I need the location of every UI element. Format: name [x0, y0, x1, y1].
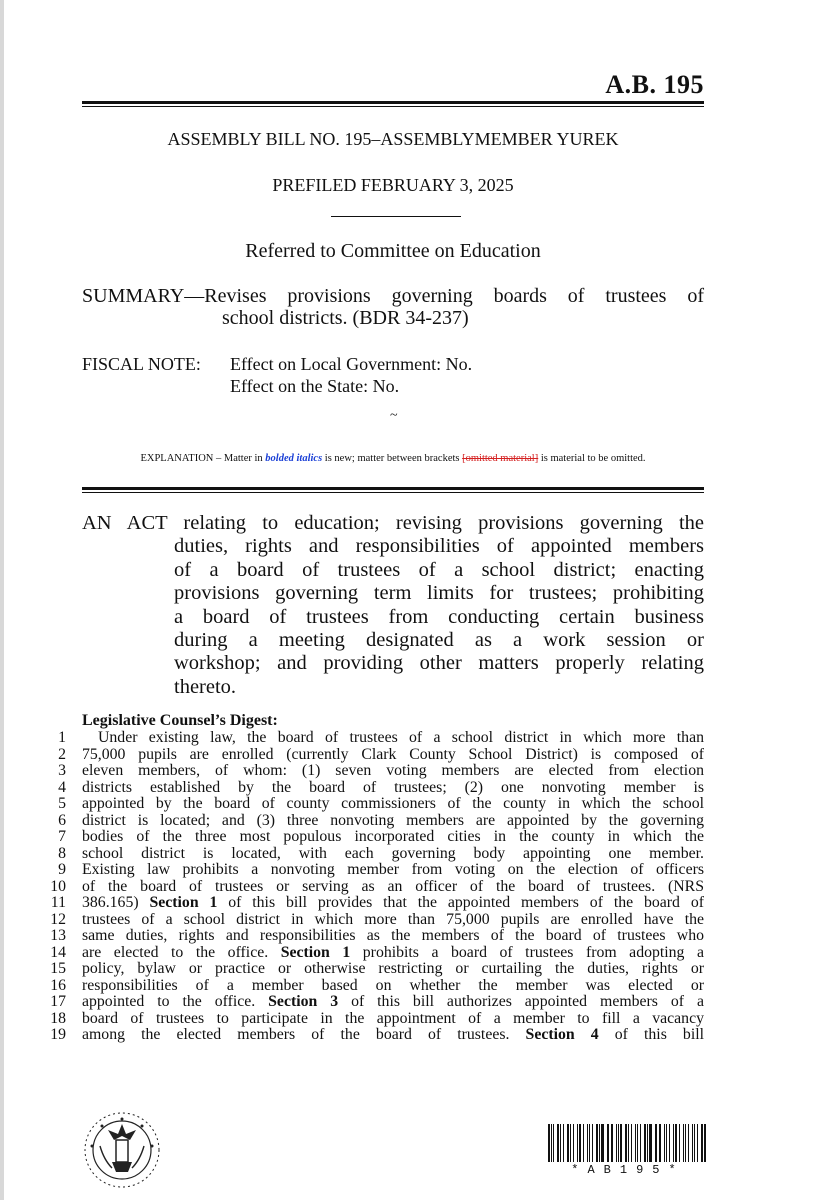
act-line: during a meeting designated as a work session or [174, 629, 704, 652]
digest-text-run: school district is located, with each governing body appointing one member. [82, 845, 704, 862]
barcode-bar [563, 1124, 564, 1162]
digest-line [40, 928, 704, 945]
line-number: 8 [58, 844, 66, 862]
barcode-bar [664, 1124, 666, 1162]
barcode-bar [640, 1124, 641, 1162]
prefiled-date: PREFILED FEBRUARY 3, 2025 [272, 175, 514, 195]
barcode-bar [548, 1124, 550, 1162]
digest-text-run: appointed to the office. [82, 994, 269, 1010]
act-line: provisions governing term limits for trustees; prohibiting [174, 582, 704, 605]
barcode-bar [647, 1124, 648, 1162]
barcode-bar [611, 1124, 613, 1162]
explanation-suffix: is material to be omitted. [538, 453, 646, 464]
barcode-bar [625, 1124, 627, 1162]
barcode-bars [548, 1124, 708, 1162]
barcode-bar [666, 1124, 667, 1162]
digest-line [40, 912, 704, 929]
digest-line [40, 730, 704, 747]
barcode-bar [644, 1124, 646, 1162]
barcode-bar [628, 1124, 629, 1162]
digest-text [82, 912, 704, 929]
digest-line [40, 862, 704, 879]
digest-line [40, 1011, 704, 1028]
digest-line [40, 796, 704, 813]
title-short-rule [331, 216, 461, 217]
act-line: thereto. [174, 675, 237, 698]
digest-text-run: among the elected members of the board of trustees. [82, 1027, 526, 1043]
line-number: 3 [58, 762, 66, 779]
barcode-text: *AB195* [571, 1163, 685, 1177]
digest-text [82, 895, 704, 912]
fiscal-note-label: FISCAL NOTE: [82, 354, 201, 374]
header-rule-thick [82, 101, 704, 104]
state-seal-logo [82, 1110, 162, 1190]
digest-text-run: districts established by the board of trustees; (2) one nonvoting member is [82, 779, 704, 796]
barcode-bar [659, 1124, 661, 1162]
digest-line [40, 961, 704, 978]
digest-text-run: board of trustees to participate in the appointment of a member to fill a vacancy [82, 1010, 704, 1027]
summary-label: SUMMARY— [82, 285, 205, 307]
summary-block [82, 285, 704, 329]
bill-number: A.B. 195 [605, 70, 704, 99]
digest-text-run: prohibits a board of trustees from adopting a [350, 944, 704, 961]
digest-text-run: of this bill provides that the appointed members of the board of [217, 895, 704, 911]
barcode-bar [608, 1124, 609, 1162]
barcode-bar [618, 1124, 619, 1162]
line-number: 10 [50, 877, 66, 895]
tilde-separator: ~ [390, 408, 398, 423]
line-number: 4 [58, 778, 66, 796]
digest-text-run: same duties, rights and responsibilities as the members of the board of trustees who [82, 928, 704, 944]
barcode-bar [631, 1124, 632, 1162]
digest-text-run: trustees of a school district in which more than 75,000 pupils are enrolled have the [82, 911, 704, 928]
digest-text [82, 829, 704, 846]
section-reference: Section 3 [268, 994, 339, 1010]
barcode-bar [553, 1124, 554, 1162]
act-line: of a board of trustees of a school district; enacting [174, 558, 704, 581]
digest-text-run: of this bill authorizes appointed members of a [338, 994, 704, 1010]
digest-text [82, 862, 704, 879]
barcode-bar [675, 1124, 677, 1162]
digest-text-run: 386.165) [82, 895, 150, 911]
barcode-bar [637, 1124, 638, 1162]
header-rule-thin [82, 106, 704, 107]
digest-text-run: of this bill [598, 1027, 704, 1043]
digest-text [82, 945, 704, 962]
barcode-bar [649, 1124, 651, 1162]
barcode-bar [607, 1124, 608, 1162]
line-number: 13 [50, 927, 66, 944]
digest-text [82, 928, 704, 945]
barcode-bar [570, 1124, 572, 1162]
barcode-bar [620, 1124, 622, 1162]
line-number: 19 [50, 1026, 66, 1043]
digest-text [82, 879, 704, 896]
barcode-bar [679, 1124, 680, 1162]
fiscal-note [82, 353, 472, 397]
committee-referral: Referred to Committee on Education [245, 240, 541, 262]
line-number: 7 [58, 828, 66, 845]
barcode-bar [688, 1124, 689, 1162]
digest-text-run: bodies of the three most populous incorporated cities in the county in which the [82, 829, 704, 845]
fiscal-state-effect: Effect on the State: No. [230, 376, 400, 396]
digest-line [40, 879, 704, 896]
act-line: a board of trustees from conducting certain business [174, 605, 704, 628]
digest-text [82, 763, 704, 780]
summary-line-1: Revises provisions governing boards of trustees of [204, 285, 704, 307]
explanation-note [82, 453, 704, 464]
digest-line [40, 945, 704, 962]
digest-line [40, 895, 704, 912]
digest-text [82, 994, 704, 1011]
fiscal-local-effect: Effect on Local Government: No. [230, 354, 473, 374]
explanation-rule-thick [82, 487, 704, 490]
digest-line [40, 846, 704, 863]
barcode-bar [697, 1124, 698, 1162]
digest-text-run: district is located; and (3) three nonvoting members are appointed by the governing [82, 812, 704, 829]
digest-line [40, 1027, 704, 1044]
line-number: 9 [58, 861, 66, 878]
digest-text-run: eleven members, of whom: (1) seven voting members are elected from election [82, 763, 704, 779]
barcode-bar [704, 1124, 706, 1162]
digest-text [82, 796, 704, 813]
barcode-bar [577, 1124, 578, 1162]
digest-text [82, 978, 704, 995]
line-number: 1 [58, 729, 66, 746]
digest-text-run: 75,000 pupils are enrolled (currently Clark County School District) is composed of [82, 746, 704, 763]
barcode-bar [669, 1124, 670, 1162]
digest-text [82, 813, 704, 830]
act-line: AN ACT relating to education; revising provisions governing the [82, 512, 704, 534]
line-number: 14 [50, 943, 66, 961]
digest-text [82, 961, 704, 978]
barcode-bar [560, 1124, 561, 1162]
section-reference: Section 1 [149, 895, 218, 911]
digest-text [82, 846, 704, 863]
barcode-bar [692, 1124, 694, 1162]
explanation-prefix: EXPLANATION – Matter in [140, 453, 266, 464]
digest-line [40, 978, 704, 995]
digest-line [40, 829, 704, 846]
line-number: 16 [50, 976, 66, 994]
barcode-bar [557, 1124, 559, 1162]
digest-text-run: policy, bylaw or practice or otherwise restricting or curtailing the duties, rights or [82, 961, 704, 977]
explanation-new-sample: bolded italics [265, 453, 323, 464]
barcode-bar [655, 1124, 656, 1162]
digest-text-run: of the board of trustees or serving as an officer of the board of trustees. (NRS [82, 878, 704, 895]
digest-text [82, 747, 704, 764]
barcode-bar [694, 1124, 695, 1162]
barcode-bar [596, 1124, 598, 1162]
digest-text [82, 730, 704, 747]
explanation-omitted-sample: [omitted material] [462, 453, 539, 464]
line-number: 18 [50, 1009, 66, 1027]
barcode [548, 1124, 708, 1177]
barcode-bar [685, 1124, 686, 1162]
explanation-middle: is new; matter between brackets [322, 453, 463, 464]
barcode-bar [683, 1124, 685, 1162]
barcode-bar [551, 1124, 552, 1162]
barcode-bar [589, 1124, 590, 1162]
line-number: 17 [50, 993, 66, 1010]
digest-line [40, 780, 704, 797]
digest-line [40, 747, 704, 764]
digest-line [40, 994, 704, 1011]
barcode-bar [567, 1124, 569, 1162]
section-reference: Section 4 [525, 1027, 599, 1043]
digest-text [82, 1011, 704, 1028]
digest-text [82, 780, 704, 797]
digest-line [40, 763, 704, 780]
barcode-bar [601, 1124, 603, 1162]
act-line: workshop; and providing other matters properly relating [174, 652, 704, 675]
digest-text-run: appointed by the board of county commissioners of the county in which the school [82, 796, 704, 812]
digest-text-run: Existing law prohibits a nonvoting member from voting on the election of officers [82, 862, 704, 878]
barcode-bar [635, 1124, 637, 1162]
line-number: 6 [58, 811, 66, 829]
digest-heading: Legislative Counsel’s Digest: [82, 712, 278, 729]
barcode-bar [616, 1124, 617, 1162]
line-number: 15 [50, 960, 66, 977]
digest-text-run: responsibilities of a member based on whether the member was elected or [82, 977, 704, 994]
barcode-bar [599, 1124, 600, 1162]
line-number: 11 [50, 894, 66, 911]
barcode-bar [673, 1124, 674, 1162]
barcode-bar [583, 1124, 584, 1162]
barcode-bar [587, 1124, 589, 1162]
explanation-rule-thin [82, 492, 704, 493]
line-number: 2 [58, 745, 66, 763]
section-reference: Section 1 [280, 944, 351, 961]
digest-body [40, 730, 704, 1044]
barcode-bar [573, 1124, 574, 1162]
barcode-bar [701, 1124, 703, 1162]
line-number: 12 [50, 910, 66, 928]
barcode-bar [579, 1124, 581, 1162]
digest-text-run: Under existing law, the board of trustees of a school district in which more than [98, 730, 704, 746]
summary-line-2: school districts. (BDR 34-237) [222, 307, 469, 329]
barcode-bar [656, 1124, 657, 1162]
digest-text [82, 1027, 704, 1044]
act-line: duties, rights and responsibilities of appointed members [174, 535, 704, 558]
page-edge-shadow [0, 0, 4, 1200]
barcode-bar [592, 1124, 593, 1162]
bill-title: ASSEMBLY BILL NO. 195–ASSEMBLYMEMBER YUREK [167, 129, 619, 149]
digest-text-run: are elected to the office. [82, 944, 281, 961]
digest-line [40, 813, 704, 830]
line-number: 5 [58, 795, 66, 812]
act-title [82, 512, 704, 699]
